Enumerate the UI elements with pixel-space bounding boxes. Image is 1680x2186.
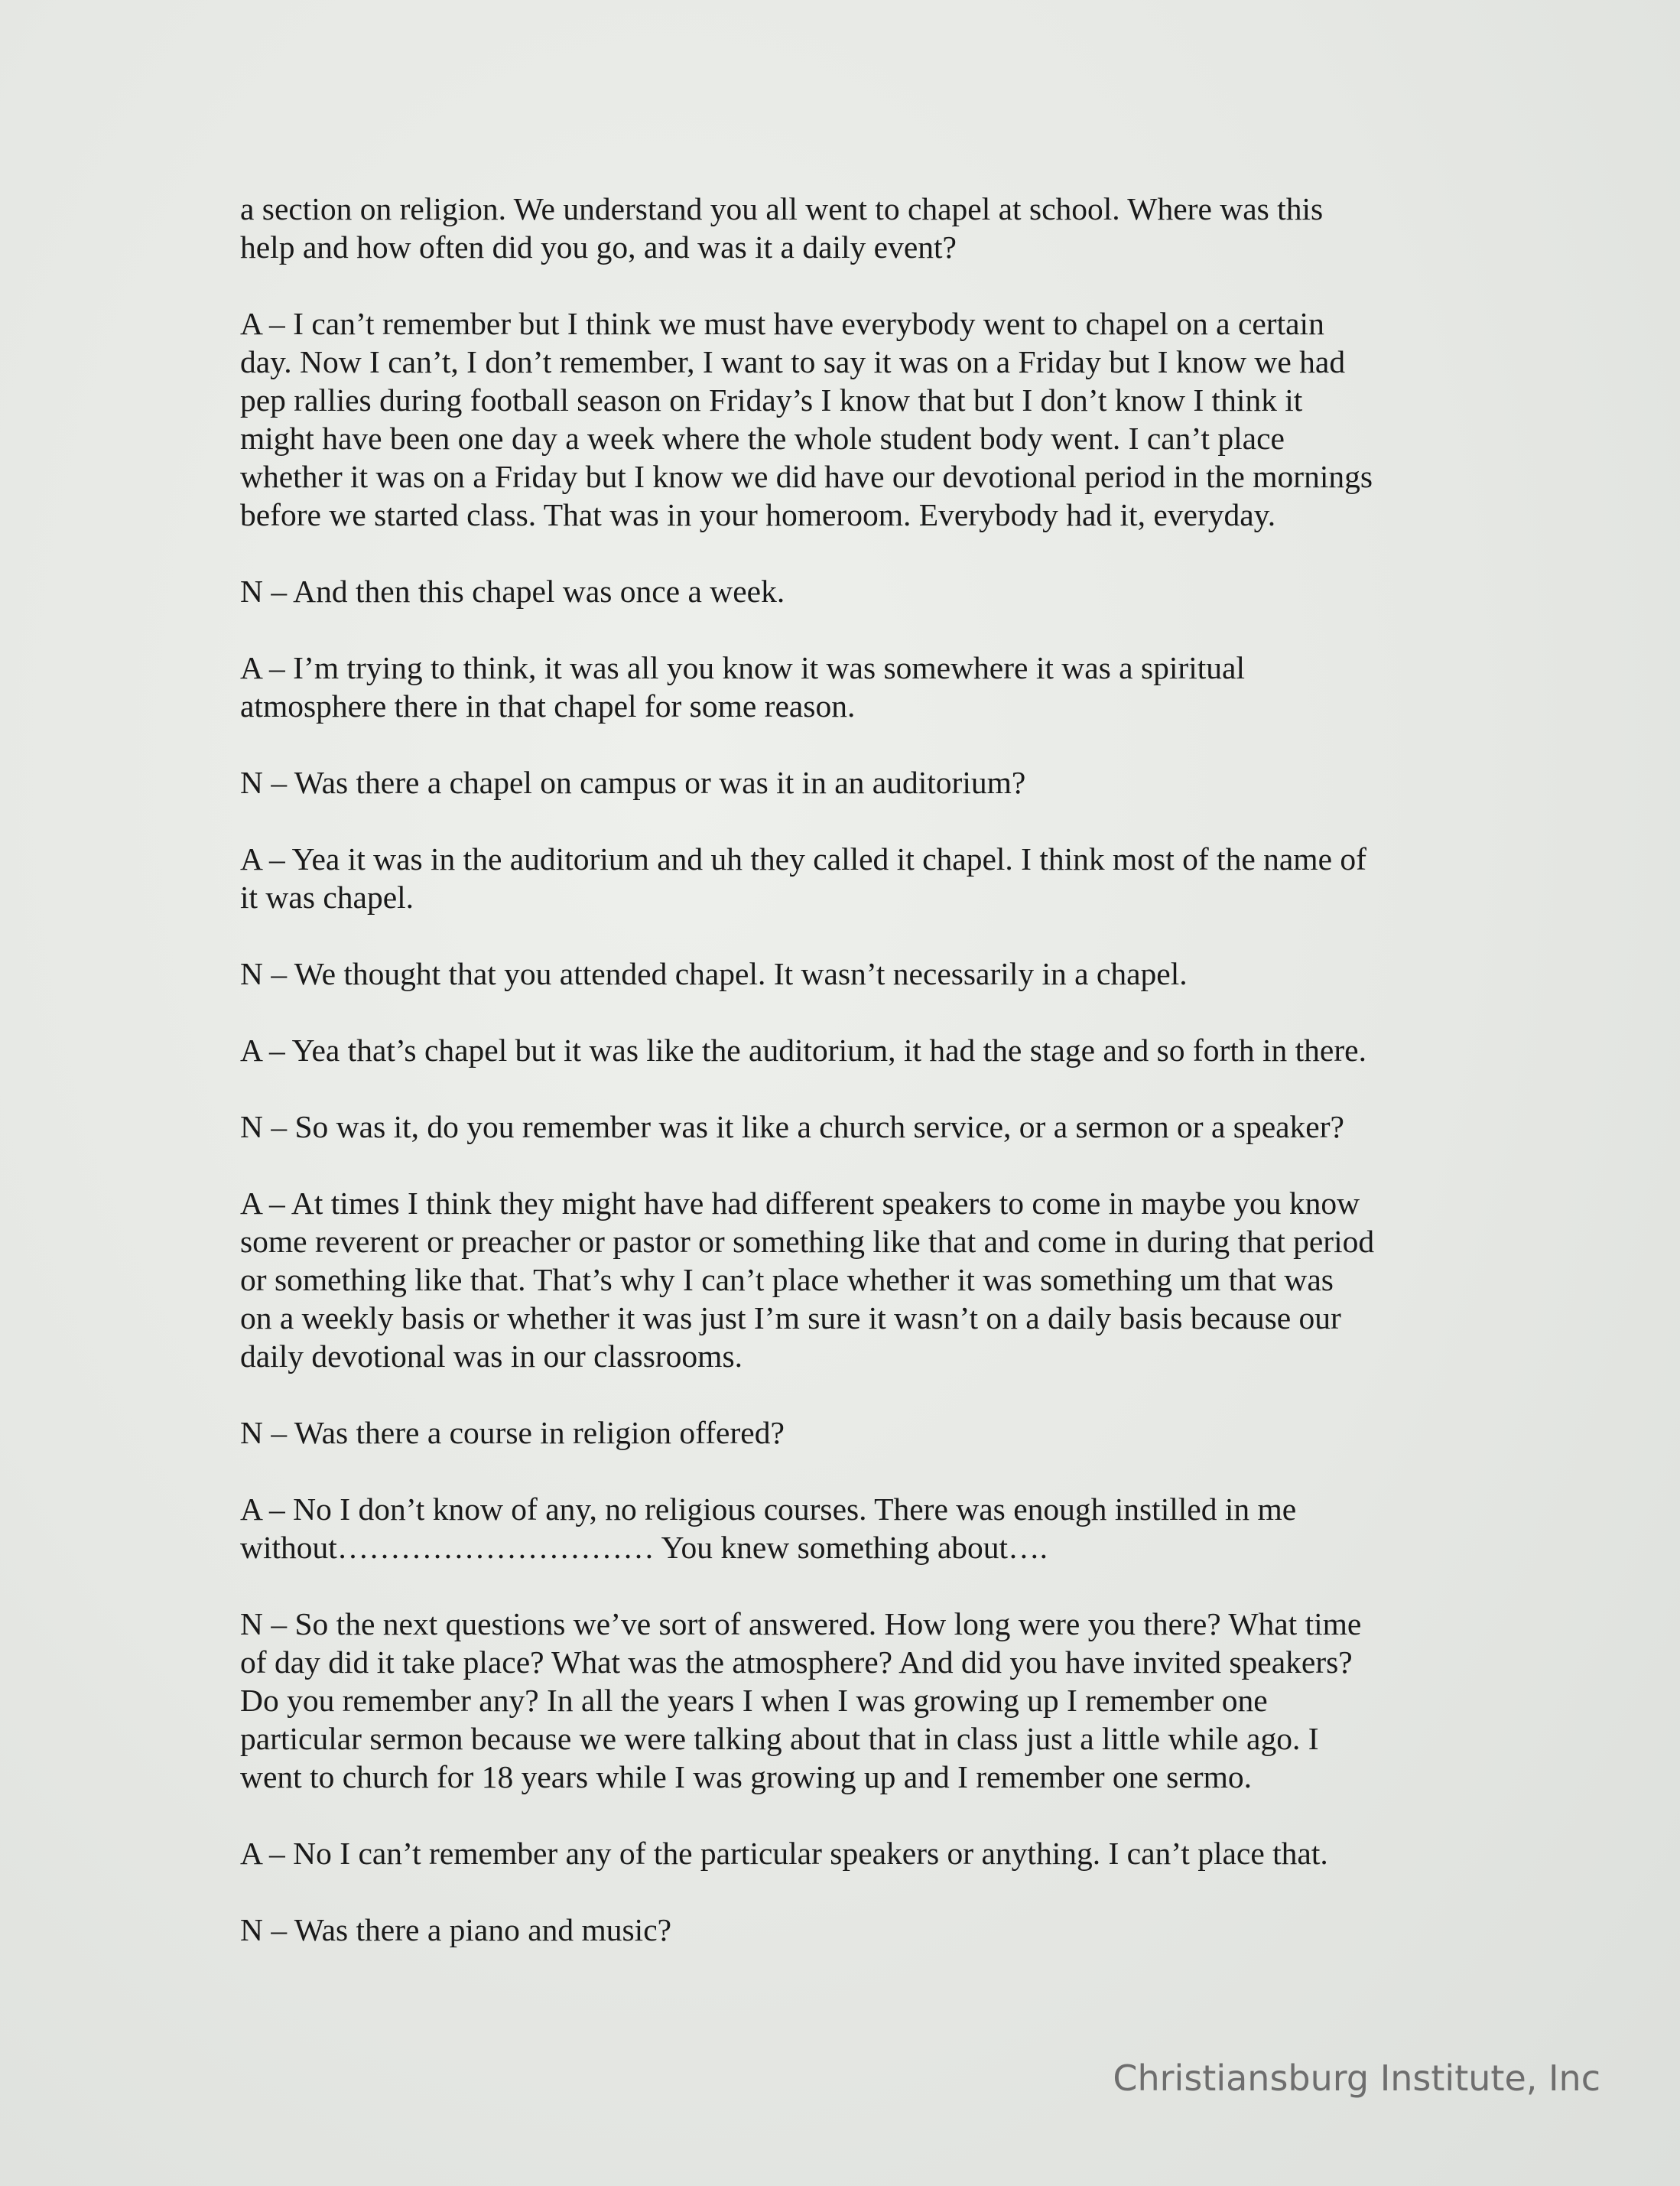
transcript-paragraph: A – Yea it was in the auditorium and uh they called it chapel. I think most of the name of it was chapel. bbox=[240, 841, 1366, 915]
transcript-paragraph: N – So the next questions we’ve sort of answered. How long were you there? What time of day did it take place? What was the atmosphere? And did you have invited speakers? Do you remember any? In all the years I when I was growing up I remember one particular sermon because we were talking about that in class just a little while ago. I went to church for 18 years while I was growing up and I remember one sermo. bbox=[240, 1606, 1362, 1794]
transcript-paragraph: N – And then this chapel was once a week. bbox=[240, 574, 785, 609]
transcript-body bbox=[240, 190, 1448, 1987]
transcript-paragraph: a section on religion. We understand you all went to chapel at school. Where was this help and how often did you go, and was it a daily event? bbox=[240, 191, 1324, 265]
transcript-paragraph: N – We thought that you attended chapel. It wasn’t necessarily in a chapel. bbox=[240, 956, 1188, 991]
transcript-paragraph: A – I can’t remember but I think we must have everybody went to chapel on a certain day. Now I can’t, I don’t remember, I want to say it was on a Friday but I know we had pep rallies during football season on Friday’s I know that but I don’t know I think it might have been one day a week where the whole student body went. I can’t place whether it was on a Friday but I know we did have our devotional period in the mornings before we started class. That was in your homeroom. Everybody had it, everyday. bbox=[240, 306, 1373, 532]
transcript-paragraph: A – No I can’t remember any of the particular speakers or anything. I can’t place that. bbox=[240, 1836, 1328, 1871]
transcript-paragraph: A – At times I think they might have had different speakers to come in maybe you know some reverent or preacher or pastor or something like that and come in during that period or something like that. That’s why I can’t place whether it was something um that was on a weekly basis or whether it was just I’m sure it wasn’t on a daily basis because our daily devotional was in our classrooms. bbox=[240, 1186, 1375, 1374]
transcript-paragraph: N – Was there a course in religion offered? bbox=[240, 1415, 785, 1450]
transcript-paragraph: A – I’m trying to think, it was all you know it was somewhere it was a spiritual atmosphere there in that chapel for some reason. bbox=[240, 650, 1245, 724]
transcript-paragraph: A – No I don’t know of any, no religious courses. There was enough instilled in me without………………………… You knew something about…. bbox=[240, 1491, 1297, 1565]
transcript-paragraph: N – Was there a piano and music? bbox=[240, 1912, 672, 1947]
transcript-paragraph: N – So was it, do you remember was it like a church service, or a sermon or a speaker? bbox=[240, 1109, 1344, 1144]
transcript-paragraph: N – Was there a chapel on campus or was it in an auditorium? bbox=[240, 765, 1026, 800]
transcript-paragraph: A – Yea that’s chapel but it was like the auditorium, it had the stage and so forth in there. bbox=[240, 1033, 1366, 1068]
watermark-text: Christiansburg Institute, Inc bbox=[1113, 2058, 1600, 2099]
